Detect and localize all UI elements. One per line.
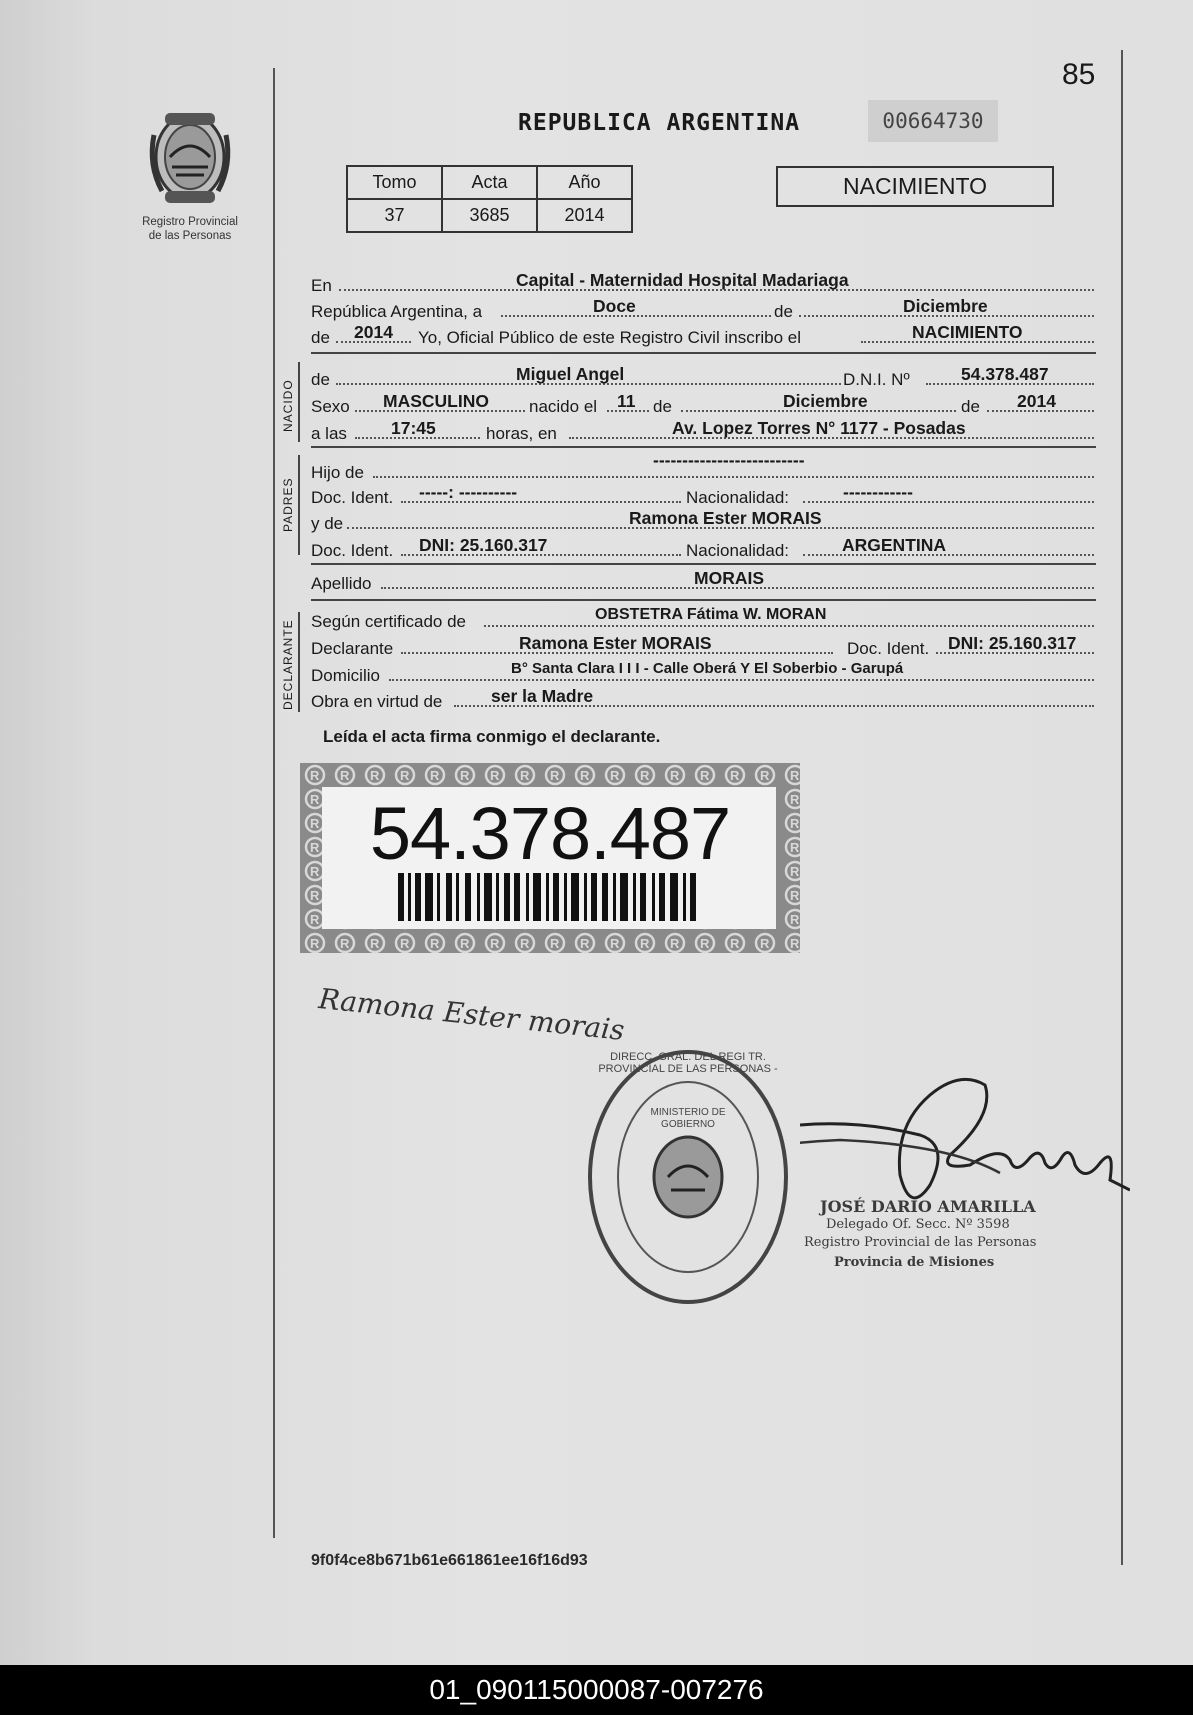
hora-value: 17:45 [391, 418, 436, 438]
left-margin-line [273, 68, 275, 1538]
leida-statement: Leída el acta firma conmigo el declarante. [323, 727, 661, 746]
divider-line [311, 599, 1096, 601]
doc-value: -----: ---------- [419, 482, 518, 502]
table-row [347, 199, 632, 232]
domicilio-label: Domicilio [311, 666, 380, 685]
inscribo-value: NACIMIENTO [912, 322, 1023, 342]
nacido-el-label: nacido el [529, 397, 598, 416]
madre-value: Ramona Ester MORAIS [629, 508, 822, 528]
apellido-value: MORAIS [694, 568, 764, 588]
official-registry: Registro Provincial de las Personas [804, 1235, 1037, 1250]
doc-label: Doc. Ident. [311, 488, 394, 507]
nacionalidad-label: Nacionalidad: [686, 541, 790, 560]
divider-line [311, 352, 1096, 354]
declarante-signature: Ramona Ester morais [317, 982, 627, 1047]
declarante-label: Declarante [311, 639, 394, 658]
doc2-line [311, 535, 1096, 561]
right-margin-line [1121, 50, 1123, 1565]
dni-sticker [300, 763, 800, 953]
mes-value: Diciembre [783, 391, 868, 411]
anio-value: 2014 [1017, 391, 1056, 411]
dotted-leader [501, 315, 771, 317]
padres-section-bar [298, 455, 300, 555]
sexo-value: MASCULINO [383, 391, 489, 411]
table-cell: 3685 [442, 199, 537, 232]
table-header-row [347, 166, 632, 199]
dotted-leader [389, 679, 1094, 681]
official-title: Delegado Of. Secc. Nº 3598 [826, 1217, 1010, 1232]
table-header-cell: Tomo [347, 166, 442, 199]
doc-line [311, 482, 1096, 508]
scan-footer-id: 01_090115000087-007276 [0, 1665, 1193, 1715]
yo-line [311, 322, 1096, 348]
official-name: JOSÉ DARIO AMARILLA [820, 1197, 1036, 1216]
nacionalidad-label: Nacionalidad: [686, 488, 790, 507]
en-value: Capital - Maternidad Hospital Madariaga [516, 270, 849, 290]
hijo-value: -------------------------- [653, 450, 805, 470]
horas-en-label: horas, en [486, 424, 557, 443]
registry-seal [583, 1045, 793, 1310]
record-type-box: NACIMIENTO [776, 166, 1054, 207]
hora-line [311, 418, 1096, 444]
nacionalidad-value: ARGENTINA [842, 535, 947, 555]
serial-number: 00664730 [868, 100, 998, 142]
nombre-value: Miguel Angel [516, 364, 625, 384]
yo-label: Yo, Oficial Público de este Registro Civil inscribo el [418, 328, 801, 347]
dia-value: Doce [593, 296, 636, 316]
republica-label: República Argentina, a [311, 302, 483, 321]
declarante-line [311, 633, 1096, 659]
padres-section-label: PADRES [281, 477, 295, 532]
dni-label: D.N.I. Nº [843, 370, 910, 389]
domicilio-line [311, 660, 1096, 686]
nacionalidad-value: ------------ [843, 482, 913, 502]
official-signature-icon [800, 1065, 1130, 1215]
y-de-label: y de [311, 514, 344, 533]
table-header-cell: Acta [442, 166, 537, 199]
registry-logo [120, 105, 260, 243]
obra-value: ser la Madre [491, 686, 594, 706]
nacido-section-bar [298, 362, 300, 442]
nacido-nombre-line [311, 364, 1096, 390]
de-label: de [774, 302, 793, 321]
domicilio-value: B° Santa Clara I I I - Calle Oberá Y El Soberbio - Garupá [511, 660, 904, 677]
mes-value: Diciembre [903, 296, 988, 316]
official-province: Provincia de Misiones [834, 1255, 995, 1270]
table-cell: 37 [347, 199, 442, 232]
segun-value: OBSTETRA Fátima W. MORAN [595, 606, 827, 623]
a-las-label: a las [311, 424, 347, 443]
lugar-value: Av. Lopez Torres N° 1177 - Posadas [672, 418, 966, 438]
apellido-line [311, 568, 1096, 594]
dotted-leader [484, 625, 1094, 627]
dotted-leader [373, 476, 1094, 478]
sexo-label: Sexo [311, 397, 350, 416]
document-title: REPUBLICA ARGENTINA [518, 110, 801, 136]
table-header-cell: Año [537, 166, 632, 199]
declarante-value: Ramona Ester MORAIS [519, 633, 712, 653]
registry-seal-icon [583, 1045, 793, 1310]
divider-line [311, 446, 1096, 448]
de-label: de [653, 397, 672, 416]
doc-value: DNI: 25.160.317 [419, 535, 548, 555]
logo-caption-line1: Registro Provincial [142, 216, 238, 228]
provincia-emblem-icon [140, 105, 240, 210]
apellido-label: Apellido [311, 574, 372, 593]
obra-line [311, 686, 1096, 712]
official-signature-block [800, 1065, 1130, 1305]
dni-value: 54.378.487 [961, 364, 1049, 384]
en-label: En [311, 276, 332, 295]
logo-caption-line2: de las Personas [148, 230, 232, 242]
republica-line [311, 296, 1096, 322]
document-hash: 9f0f4ce8b671b61e661861ee16f16d93 [311, 1552, 588, 1569]
segun-label: Según certificado de [311, 612, 466, 631]
obra-label: Obra en virtud de [311, 692, 443, 711]
seal-inner-text: MINISTERIO DE GOBIERNO [650, 1107, 726, 1130]
declarante-section-label: DECLARANTE [281, 619, 295, 710]
segun-line [311, 606, 1096, 632]
de-label: de [961, 397, 980, 416]
anio-value: 2014 [354, 322, 393, 342]
hijo-label: Hijo de [311, 463, 364, 482]
sexo-line [311, 391, 1096, 417]
doc-value: DNI: 25.160.317 [948, 633, 1077, 653]
dia-value: 11 [617, 391, 636, 411]
de2-label: de [311, 328, 330, 347]
y-de-line [311, 508, 1096, 534]
page-number: 85 [1062, 58, 1096, 91]
tomo-acta-table [346, 165, 633, 233]
de-label: de [311, 370, 330, 389]
hijo-line [311, 450, 1096, 482]
declarante-section-bar [298, 612, 300, 712]
seal-ring-text: DIRECC. GRAL. DEL REGI TR. PROVINCIAL DE LAS PERSONAS - [598, 1051, 778, 1075]
nacido-section-label: NACIDO [281, 379, 295, 432]
table-cell: 2014 [537, 199, 632, 232]
divider-line [311, 563, 1096, 565]
en-line [311, 270, 1096, 296]
doc-label: Doc. Ident. [311, 541, 394, 560]
dni-sticker-number: 54.378.487 [369, 792, 731, 875]
doc-label: Doc. Ident. [847, 639, 930, 658]
